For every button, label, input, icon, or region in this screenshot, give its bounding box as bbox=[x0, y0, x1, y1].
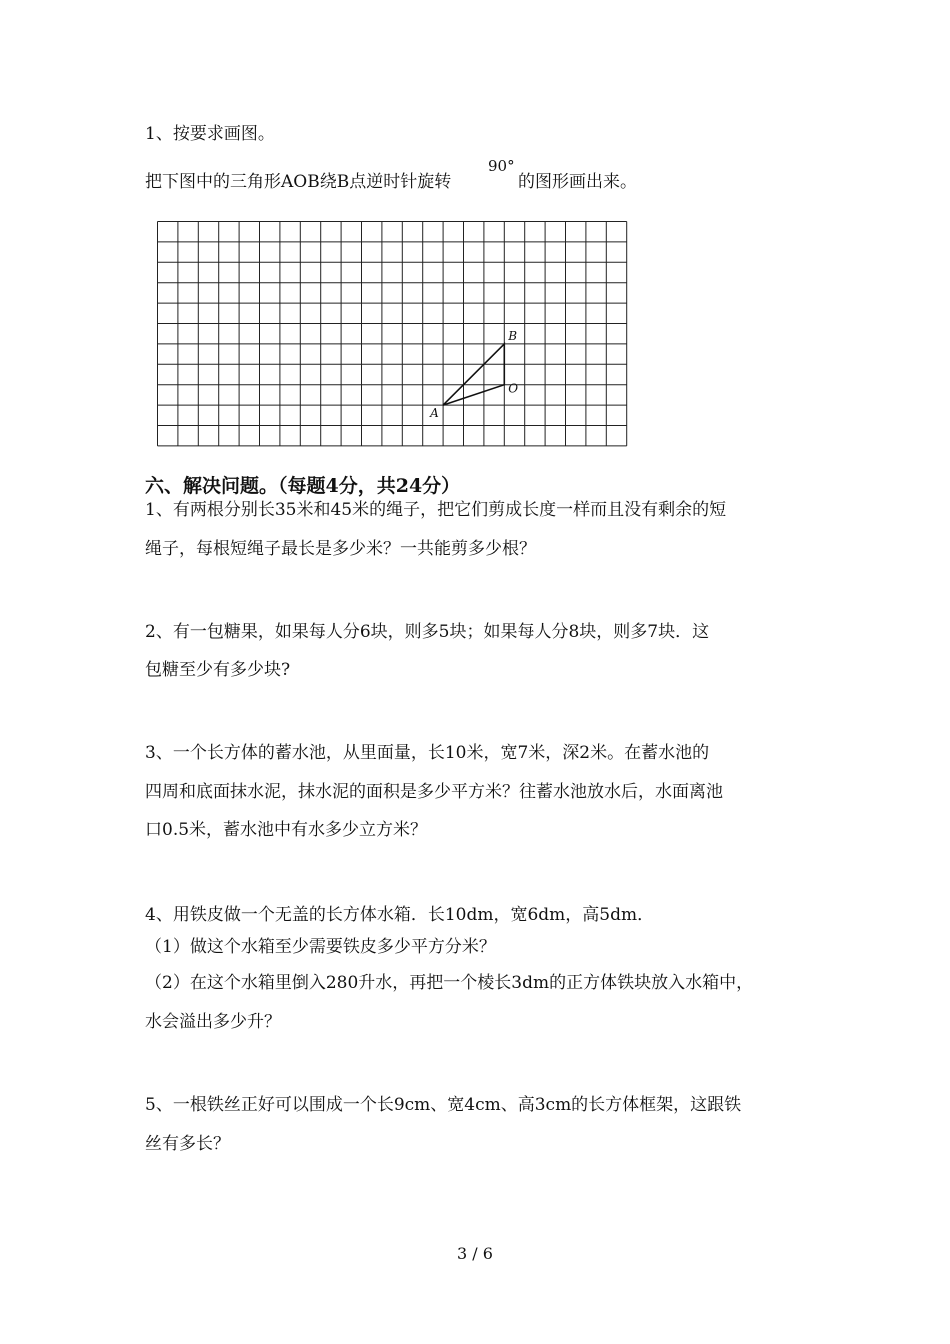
problem-4-line-3: （2）在这个水箱里倒入280升水，再把一个棱长3dm的正方体铁块放入水箱中， bbox=[145, 973, 754, 993]
task-title: 1、按要求画图。 bbox=[145, 124, 275, 144]
page-number: 3 / 6 bbox=[457, 1244, 493, 1263]
problem-3-line-1: 3、一个长方体的蓄水池，从里面量，长10米，宽7米，深2米。在蓄水池的 bbox=[145, 743, 710, 763]
rotation-angle: 90° bbox=[488, 157, 515, 175]
problem-3-line-3: 口0.5米，蓄水池中有水多少立方米？ bbox=[145, 820, 428, 840]
problem-3-line-2: 四周和底面抹水泥，抹水泥的面积是多少平方米？往蓄水池放水后，水面离池 bbox=[145, 782, 723, 802]
triangle-aob bbox=[443, 344, 504, 405]
task-instruction-part2: 的图形画出来。 bbox=[518, 172, 637, 192]
section-heading: 六、解决问题。（每题4分，共24分） bbox=[145, 475, 461, 497]
problem-4-line-2: （1）做这个水箱至少需要铁皮多少平方分米？ bbox=[145, 937, 496, 957]
problem-5-line-2: 丝有多长？ bbox=[145, 1134, 230, 1154]
problem-1-line-2: 绳子，每根短绳子最长是多少米？一共能剪多少根？ bbox=[145, 539, 536, 559]
problem-4-line-4: 水会溢出多少升？ bbox=[145, 1012, 281, 1032]
problem-2-line-1: 2、有一包糖果，如果每人分6块，则多5块；如果每人分8块，则多7块．这 bbox=[145, 622, 710, 642]
point-label-a: A bbox=[430, 406, 439, 421]
point-label-o: O bbox=[508, 381, 519, 396]
problem-4-line-1: 4、用铁皮做一个无盖的长方体水箱．长10dm，宽6dm，高5dm． bbox=[145, 905, 655, 925]
problem-5-line-1: 5、一根铁丝正好可以围成一个长9cm、宽4cm、高3cm的长方体框架，这跟铁 bbox=[145, 1095, 742, 1115]
point-label-b: B bbox=[508, 328, 518, 343]
task-instruction-part1: 把下图中的三角形AOB绕B点逆时针旋转 bbox=[145, 172, 452, 192]
problem-1-line-1: 1、有两根分别长35米和45米的绳子，把它们剪成长度一样而且没有剩余的短 bbox=[145, 500, 727, 520]
problem-2-line-2: 包糖至少有多少块? bbox=[145, 660, 291, 680]
square-grid bbox=[157, 221, 632, 451]
